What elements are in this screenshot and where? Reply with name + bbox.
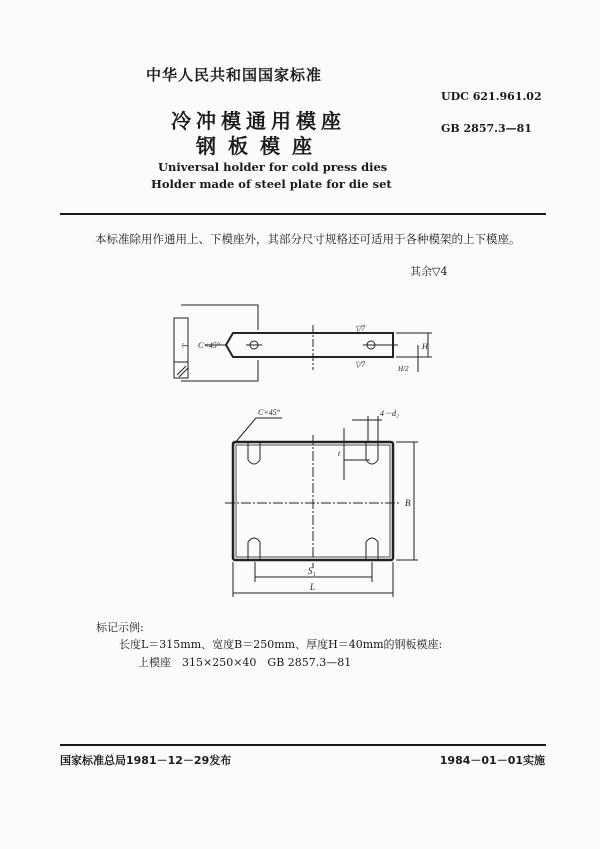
- scope-text: 本标准除用作通用上、下模座外，其部分尺寸规格还可适用于各种模架的上下模座。: [95, 232, 521, 246]
- standard-number: GB 2857.3—81: [441, 122, 532, 135]
- marking-description: 长度L＝315mm、宽度B＝250mm、厚度H＝40mm的钢板模座:: [119, 638, 443, 651]
- english-title-2: Holder made of steel plate for die set: [151, 177, 392, 191]
- dim-h-label: H: [422, 342, 428, 351]
- section-symbol-t: T: [181, 343, 190, 348]
- issue-date: 国家标准总局1981－12－29发布: [60, 754, 232, 767]
- title-line-1: 冷冲模通用模座: [171, 109, 346, 133]
- chamfer-side-label: C×45°: [198, 341, 220, 350]
- udc-code: UDC 621.961.02: [441, 90, 542, 103]
- dim-h-half-label: H/2: [398, 365, 409, 373]
- dim-s1-label: S₁: [308, 566, 316, 576]
- dim-l-label: L: [310, 582, 316, 592]
- effective-date: 1984－01－01实施: [439, 754, 545, 767]
- dim-t-label: t: [338, 449, 341, 458]
- marking-example: 上模座 315×250×40 GB 2857.3—81: [138, 656, 352, 669]
- surface-roughness-note: 其余▽4: [410, 265, 448, 278]
- footer-rule: [60, 744, 546, 746]
- org-title: 中华人民共和国国家标准: [146, 66, 323, 84]
- english-title-1: Universal holder for cold press dies: [158, 160, 388, 174]
- dim-b-label: B: [405, 498, 411, 508]
- roughness-top-label: ▽7: [355, 324, 366, 333]
- dim-holes-label: 4－d₂: [380, 409, 399, 418]
- marking-heading: 标记示例:: [96, 621, 144, 634]
- roughness-bottom-label: ▽7: [355, 360, 366, 369]
- title-line-2: 钢板模座: [196, 134, 324, 158]
- chamfer-plan-label: C×45°: [258, 408, 280, 417]
